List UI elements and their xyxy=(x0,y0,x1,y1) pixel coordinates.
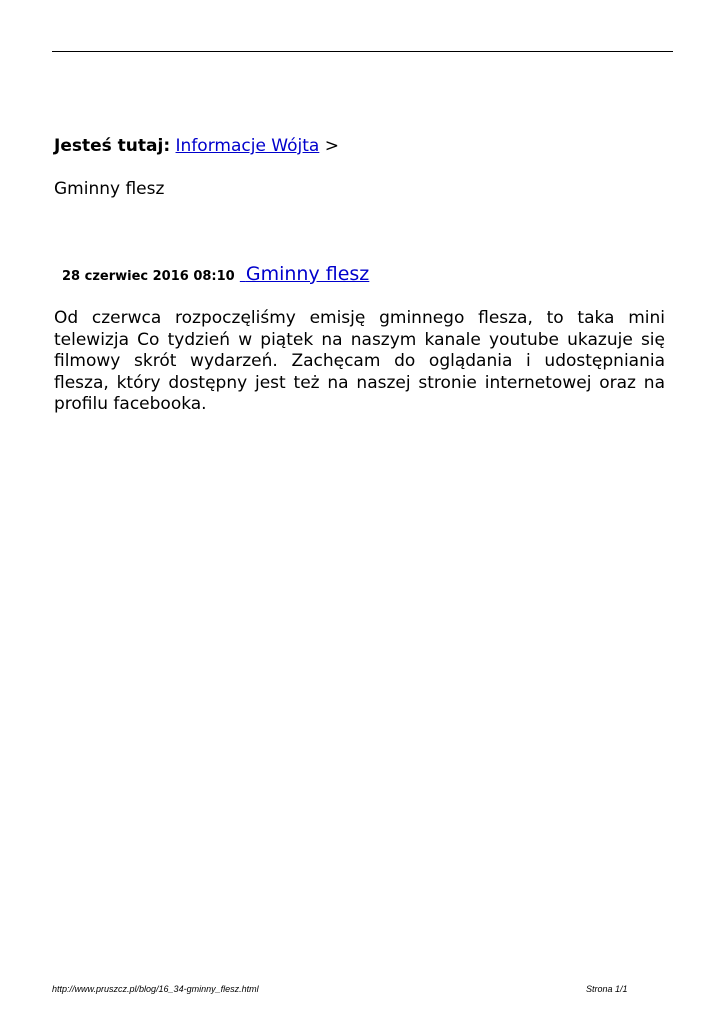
footer-page-number: Strona 1/1 xyxy=(586,984,628,994)
breadcrumb xyxy=(54,135,339,157)
article-body: Od czerwca rozpoczęliśmy emisję gminnego flesza, to taka mini telewizja Co tydzień w piątek na naszym kanale youtube ukazuje się filmowy skrót wydarzeń. Zachęcam do oglądania i udostępniania flesza, który dostępny jest też na naszej stronie internetowej oraz na profilu facebooka. xyxy=(54,308,665,414)
header-divider xyxy=(52,51,673,52)
breadcrumb-link-informacje-wojta[interactable]: Informacje Wójta xyxy=(175,136,320,156)
page-subtitle: Gminny flesz xyxy=(54,179,165,199)
article-meta xyxy=(62,263,369,285)
article-title-link[interactable] xyxy=(240,263,369,285)
breadcrumb-label: Jesteś tutaj: xyxy=(54,136,171,156)
article-title: Gminny flesz xyxy=(245,263,370,285)
article-date: 28 czerwiec 2016 08:10 xyxy=(62,269,235,284)
footer-url: http://www.pruszcz.pl/blog/16_34-gminny_flesz.html xyxy=(52,984,259,994)
breadcrumb-separator: > xyxy=(324,136,339,156)
